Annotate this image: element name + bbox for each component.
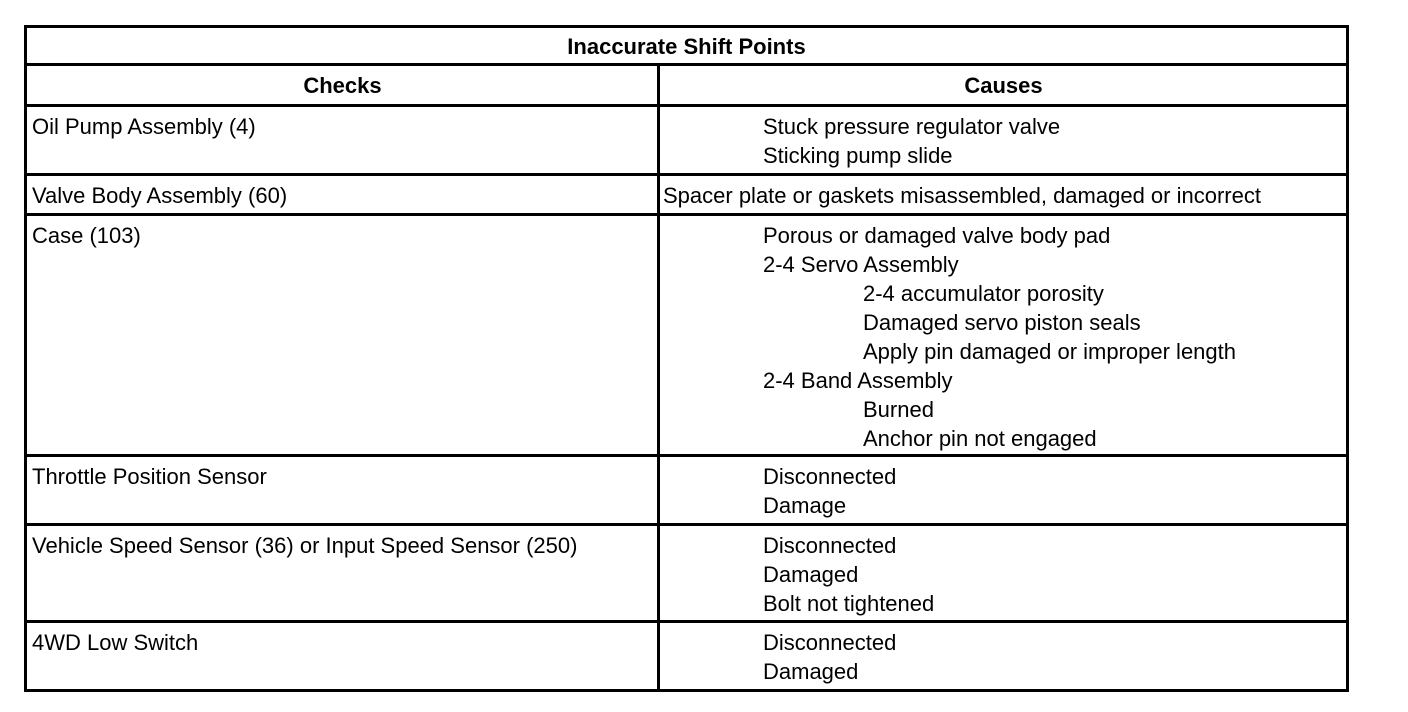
cause-item: Damaged xyxy=(763,562,859,587)
causes-cell xyxy=(763,628,896,686)
cause-subitem: 2-4 accumulator porosity xyxy=(863,281,1104,306)
cause-item: 2-4 Servo Assembly xyxy=(763,252,959,277)
cause-item: Spacer plate or gaskets misassembled, damaged or incorrect xyxy=(663,183,1261,208)
cause-item: Sticking pump slide xyxy=(763,143,953,168)
check-cell: 4WD Low Switch xyxy=(32,630,199,655)
table-row-oil-pump xyxy=(27,107,1346,176)
check-cell: Valve Body Assembly (60) xyxy=(32,183,288,208)
cause-item: Disconnected xyxy=(763,533,897,558)
header-checks: Checks xyxy=(303,73,382,98)
inaccurate-shift-points-table xyxy=(24,25,1349,692)
cause-subitem: Damaged servo piston seals xyxy=(863,310,1141,335)
header-causes: Causes xyxy=(964,73,1043,98)
table-row-valve-body xyxy=(27,176,1346,216)
check-cell: Case (103) xyxy=(32,223,141,248)
cause-item: Disconnected xyxy=(763,630,897,655)
cause-item: 2-4 Band Assembly xyxy=(763,368,953,393)
causes-cell xyxy=(763,531,934,618)
check-cell: Oil Pump Assembly (4) xyxy=(32,114,256,139)
check-cell: Throttle Position Sensor xyxy=(32,464,267,489)
cause-item: Porous or damaged valve body pad xyxy=(763,223,1111,248)
cause-subitem: Burned xyxy=(863,397,934,422)
table-row-case xyxy=(27,216,1346,457)
causes-cell xyxy=(763,221,1236,453)
cause-item: Disconnected xyxy=(763,464,897,489)
table-row-throttle-position-sensor xyxy=(27,457,1346,526)
causes-cell xyxy=(763,112,1060,170)
causes-cell xyxy=(763,462,896,520)
table-title: Inaccurate Shift Points xyxy=(27,28,1346,66)
table-header-row xyxy=(27,66,1346,107)
table-row-4wd-low-switch xyxy=(27,623,1346,692)
cause-subitem: Anchor pin not engaged xyxy=(863,426,1097,451)
cause-item: Damaged xyxy=(763,659,859,684)
causes-cell xyxy=(663,181,1261,210)
cause-subitem: Apply pin damaged or improper length xyxy=(863,339,1237,364)
cause-item: Damage xyxy=(763,493,847,518)
table-row-speed-sensors xyxy=(27,526,1346,623)
cause-item: Bolt not tightened xyxy=(763,591,935,616)
cause-item: Stuck pressure regulator valve xyxy=(763,114,1061,139)
check-cell: Vehicle Speed Sensor (36) or Input Speed Sensor (250) xyxy=(32,533,578,558)
